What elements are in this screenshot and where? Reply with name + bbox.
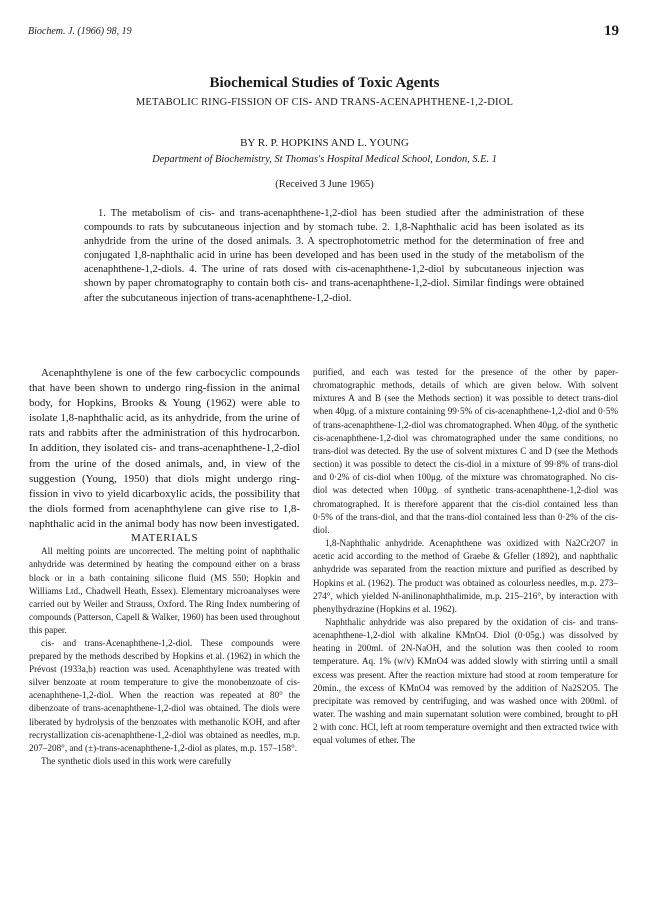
page-number: 19 xyxy=(604,23,619,39)
paper-subtitle: METABOLIC RING-FISSION OF CIS- AND TRANS-ACENAPHTHENE-1,2-DIOL xyxy=(135,97,514,108)
journal-citation: Biochem. J. (1966) 98, 19 xyxy=(28,26,132,37)
authors: BY R. P. HOPKINS AND L. YOUNG xyxy=(240,137,409,149)
section-heading-materials: MATERIALS xyxy=(130,532,199,545)
right-paragraph-1: purified, and each was tested for the presence of the other by paper-chromatographic methods, details of which are given below. With solvent mixtures A and B (see the Methods section) it was possible to detect trans-diol when 40μg. of a mixture containing 99·5% of cis-acenaphthene-1,2-diol and 0·5% of trans-acenaphthene-1,2-diol was chromatographed. When 40μg. of the synthetic cis-acenaphthene-1,2-diol was chromatographed under the same conditions, no trans-diol was detected. By the use of solvent mixtures C and D (see the Methods section) it was possible to detect the cis-diol in a mixture of 99·8% of trans-diol and 0·2% of cis-diol when 100μg. of the mixture was chromatographed. No cis-diol was detected when 100μg. of synthetic trans-acenaphthene-1,2-diol was chromatographed. It is therefore apparent that the cis-diol contained less than 0·5% of the trans-diol, and that the trans-diol contained less than 0·2% of the cis-diol. xyxy=(313,367,618,535)
materials-paragraph-3: The synthetic diols used in this work were carefully xyxy=(41,755,232,766)
left-column xyxy=(29,366,300,768)
running-header xyxy=(28,23,619,42)
right-paragraph-3: Naphthalic anhydride was also prepared by the oxidation of cis- and trans-acenaphthene-1,2-diol with alkaline KMnO4. Diol (0·05g.) was dissolved by heating in 200ml. of 2N-NaOH, and the solution was then cooled to room temperature. Aq. 1% (w/v) KMnO4 was added slowly with stirring until a small excess was present. After the reaction mixture had stood at room temperature for 20min., the excess of KMnO4 was removed by the addition of Na2S2O5. The precipitate was removed by centrifuging, and was washed once with 200ml. of water. The washing and main supernatant solution were combined, brought to pH 2 with conc. HCl, left at room temperature overnight and then extracted twice with equal volumes of ether. The xyxy=(313,616,618,746)
right-column xyxy=(313,366,618,748)
affiliation: Department of Biochemistry, St Thomas's Hospital Medical School, London, S.E. 1 xyxy=(152,154,497,165)
abstract-text: 1. The metabolism of cis- and trans-acenaphthene-1,2-diol has been studied after the administration of these compounds to rats by subcutaneous injection and by stomach tube. 2. 1,8-Naphthalic acid has been isolated as its anhydride from the urine of the dosed animals. 3. A spectrophotometric method for the determination of free and conjugated 1,8-naphthalic acid in urine has been developed and has been used in the study of the metabolism of the acenaphthene-1,2-diols. 4. The urine of rats dosed with cis-acenaphthene-1,2-diol by subcutaneous injection was shown by paper chromatography to contain both cis- and trans-acenaphthene-1,2-diol. Similar findings were obtained after the subcutaneous injection of trans-acenaphthene-1,2-diol. xyxy=(84,208,584,304)
intro-paragraph: Acenaphthylene is one of the few carbocyclic compounds that have been shown to undergo ring-fission in the animal body, for Hopkins, Brooks & Young (1962) were able to isolate 1,8-naphthalic acid, as its anhydride, from the urine of rats and rabbits after the administration of this hydrocarbon. In addition, they isolated cis- and trans-acenaphthene-1,2-diol from the urine of the dosed animals, and, in view of the suggestion (Young, 1950) that diols might undergo ring-fission in vivo to yield dicarboxylic acids, the possibility that the diols formed from acenaphthylene can give rise to 1,8-naphthalic acid in the animal body has now been investigated. xyxy=(29,367,300,530)
materials-paragraph-1: All melting points are uncorrected. The melting point of naphthalic anhydride was determined by heating the compound either on a brass block or in a bath containing silicone fluid (MS 550; Hopkin and Williams Ltd., Chadwell Heath, Essex). Elementary microanalyses were carried out by Weiler and Strauss, Oxford. The Ring Index numbering of compounds (Patterson, Capell & Walker, 1960) has been used throughout this paper. xyxy=(29,546,300,635)
right-paragraph-2: 1,8-Naphthalic anhydride. Acenaphthene was oxidized with Na2Cr2O7 in acetic acid according to the method of Graebe & Gfeller (1892), and naphthalic anhydride was separated from the reaction mixture and purified as described by Hopkins et al. (1962). The product was obtained as colourless needles, m.p. 273–274°, which yielded N-anilinonaphthalimide, m.p. 215–216°, by interaction with phenylhydrazine (Hopkins et al. 1962). xyxy=(313,538,618,614)
received-date: (Received 3 June 1965) xyxy=(275,179,374,190)
paper-title: Biochemical Studies of Toxic Agents xyxy=(209,75,440,91)
materials-paragraph-2: cis- and trans-Acenaphthene-1,2-diol. These compounds were prepared by the methods described by Hopkins et al. (1962) in which the Prévost (1933a,b) reaction was used. Acenaphthylene was treated with silver benzoate at room temperature to give the monobenzoate of cis-acenaphthene-1,2-diol. When the reaction was repeated at 80° the dibenzoate of trans-acenaphthene-1,2-diol was obtained. The diols were liberated by hydrolysis of the benzoates with methanolic KOH, and after recrystallization cis-acenaphthene-1,2-diol was obtained as needles, m.p. 207–208°, and (±)-trans-acenaphthene-1,2-diol as plates, m.p. 157–158°. xyxy=(29,637,300,753)
abstract xyxy=(84,207,584,306)
